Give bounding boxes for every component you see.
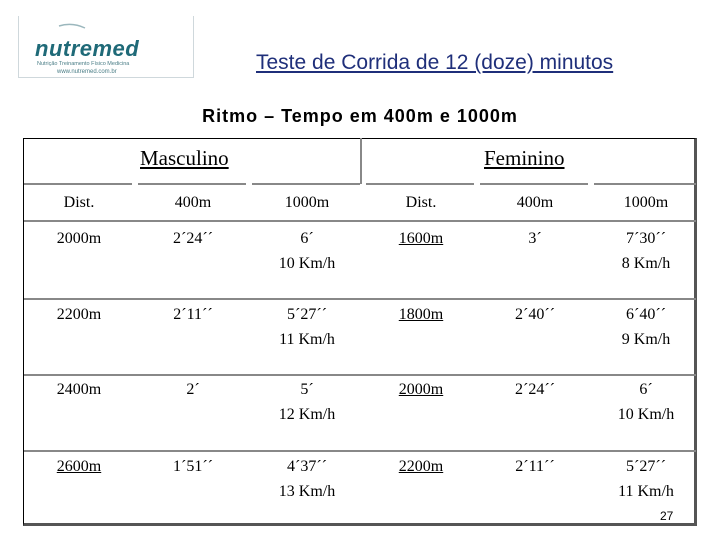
group-header-male: Masculino: [140, 146, 229, 170]
m-1000-time: 5´27´´: [287, 306, 327, 323]
row-divider: [24, 450, 696, 452]
f-speed: 11 Km/h: [618, 483, 674, 500]
slide-subtitle: Ritmo – Tempo em 400m e 1000m: [202, 106, 518, 126]
m-1000: [252, 379, 362, 426]
header-divider: [366, 183, 474, 185]
f-1000-time: 6´: [639, 381, 653, 398]
m-speed: 12 Km/h: [278, 406, 336, 423]
m-speed: 10 Km/h: [278, 255, 336, 272]
f-400: 2´11´´: [515, 458, 555, 475]
col-header-m-400: 400m: [174, 194, 212, 211]
page-number: 27: [660, 509, 674, 523]
header-divider: [480, 183, 588, 185]
f-400: 3´: [528, 230, 542, 247]
f-400: 2´40´´: [515, 306, 555, 323]
m-1000-time: 4´37´´: [287, 458, 327, 475]
f-1000: [594, 456, 698, 503]
col-header-f-dist: Dist.: [405, 194, 437, 211]
m-speed: 11 Km/h: [279, 331, 335, 348]
f-400: 2´24´´: [515, 381, 555, 398]
f-speed: 8 Km/h: [621, 255, 671, 272]
header-divider: [594, 183, 696, 185]
header-divider: [138, 183, 246, 185]
m-400: 2´: [186, 381, 200, 398]
logo-tagline: Nutrição Treinamento Físico Medicina: [37, 61, 130, 67]
m-1000-time: 6´: [300, 230, 314, 247]
f-dist: 2200m: [398, 458, 444, 475]
f-1000: [594, 379, 698, 426]
nutremed-logo: [18, 16, 194, 78]
f-dist: 1600m: [398, 230, 444, 247]
f-1000-time: 6´40´´: [626, 306, 666, 323]
f-1000: [594, 304, 698, 351]
row-divider: [24, 374, 696, 376]
m-1000: [252, 304, 362, 351]
m-400: 2´24´´: [173, 230, 213, 247]
row-divider: [24, 298, 696, 300]
m-dist: 2000m: [56, 230, 102, 247]
col-header-f-400: 400m: [516, 194, 554, 211]
col-header-m-1000: 1000m: [284, 194, 330, 211]
m-1000-time: 5´: [300, 381, 314, 398]
m-1000: [252, 228, 362, 275]
col-header-m-dist: Dist.: [63, 194, 95, 211]
f-1000-time: 5´27´´: [626, 458, 666, 475]
slide-title: Teste de Corrida de 12 (doze) minutos: [256, 51, 614, 74]
logo-url: www.nutremed.com.br: [57, 69, 117, 75]
f-1000: [594, 228, 698, 275]
f-dist: 1800m: [398, 306, 444, 323]
col-header-f-1000: 1000m: [623, 194, 669, 211]
m-dist: 2400m: [56, 381, 102, 398]
f-speed: 10 Km/h: [617, 406, 675, 423]
m-speed: 13 Km/h: [278, 483, 336, 500]
row-divider: [24, 220, 696, 222]
m-dist: 2200m: [56, 306, 102, 323]
logo-brand: nutremed: [35, 36, 140, 61]
group-header-female: Feminino: [484, 146, 565, 170]
m-400: 2´11´´: [173, 306, 213, 323]
header-divider: [24, 183, 132, 185]
header-divider: [252, 183, 360, 185]
m-1000: [252, 456, 362, 503]
m-400: 1´51´´: [173, 458, 213, 475]
swoosh-icon: [27, 22, 87, 36]
group-divider: [360, 138, 362, 184]
m-dist: 2600m: [56, 458, 102, 475]
f-dist: 2000m: [398, 381, 444, 398]
f-1000-time: 7´30´´: [626, 230, 666, 247]
f-speed: 9 Km/h: [621, 331, 671, 348]
